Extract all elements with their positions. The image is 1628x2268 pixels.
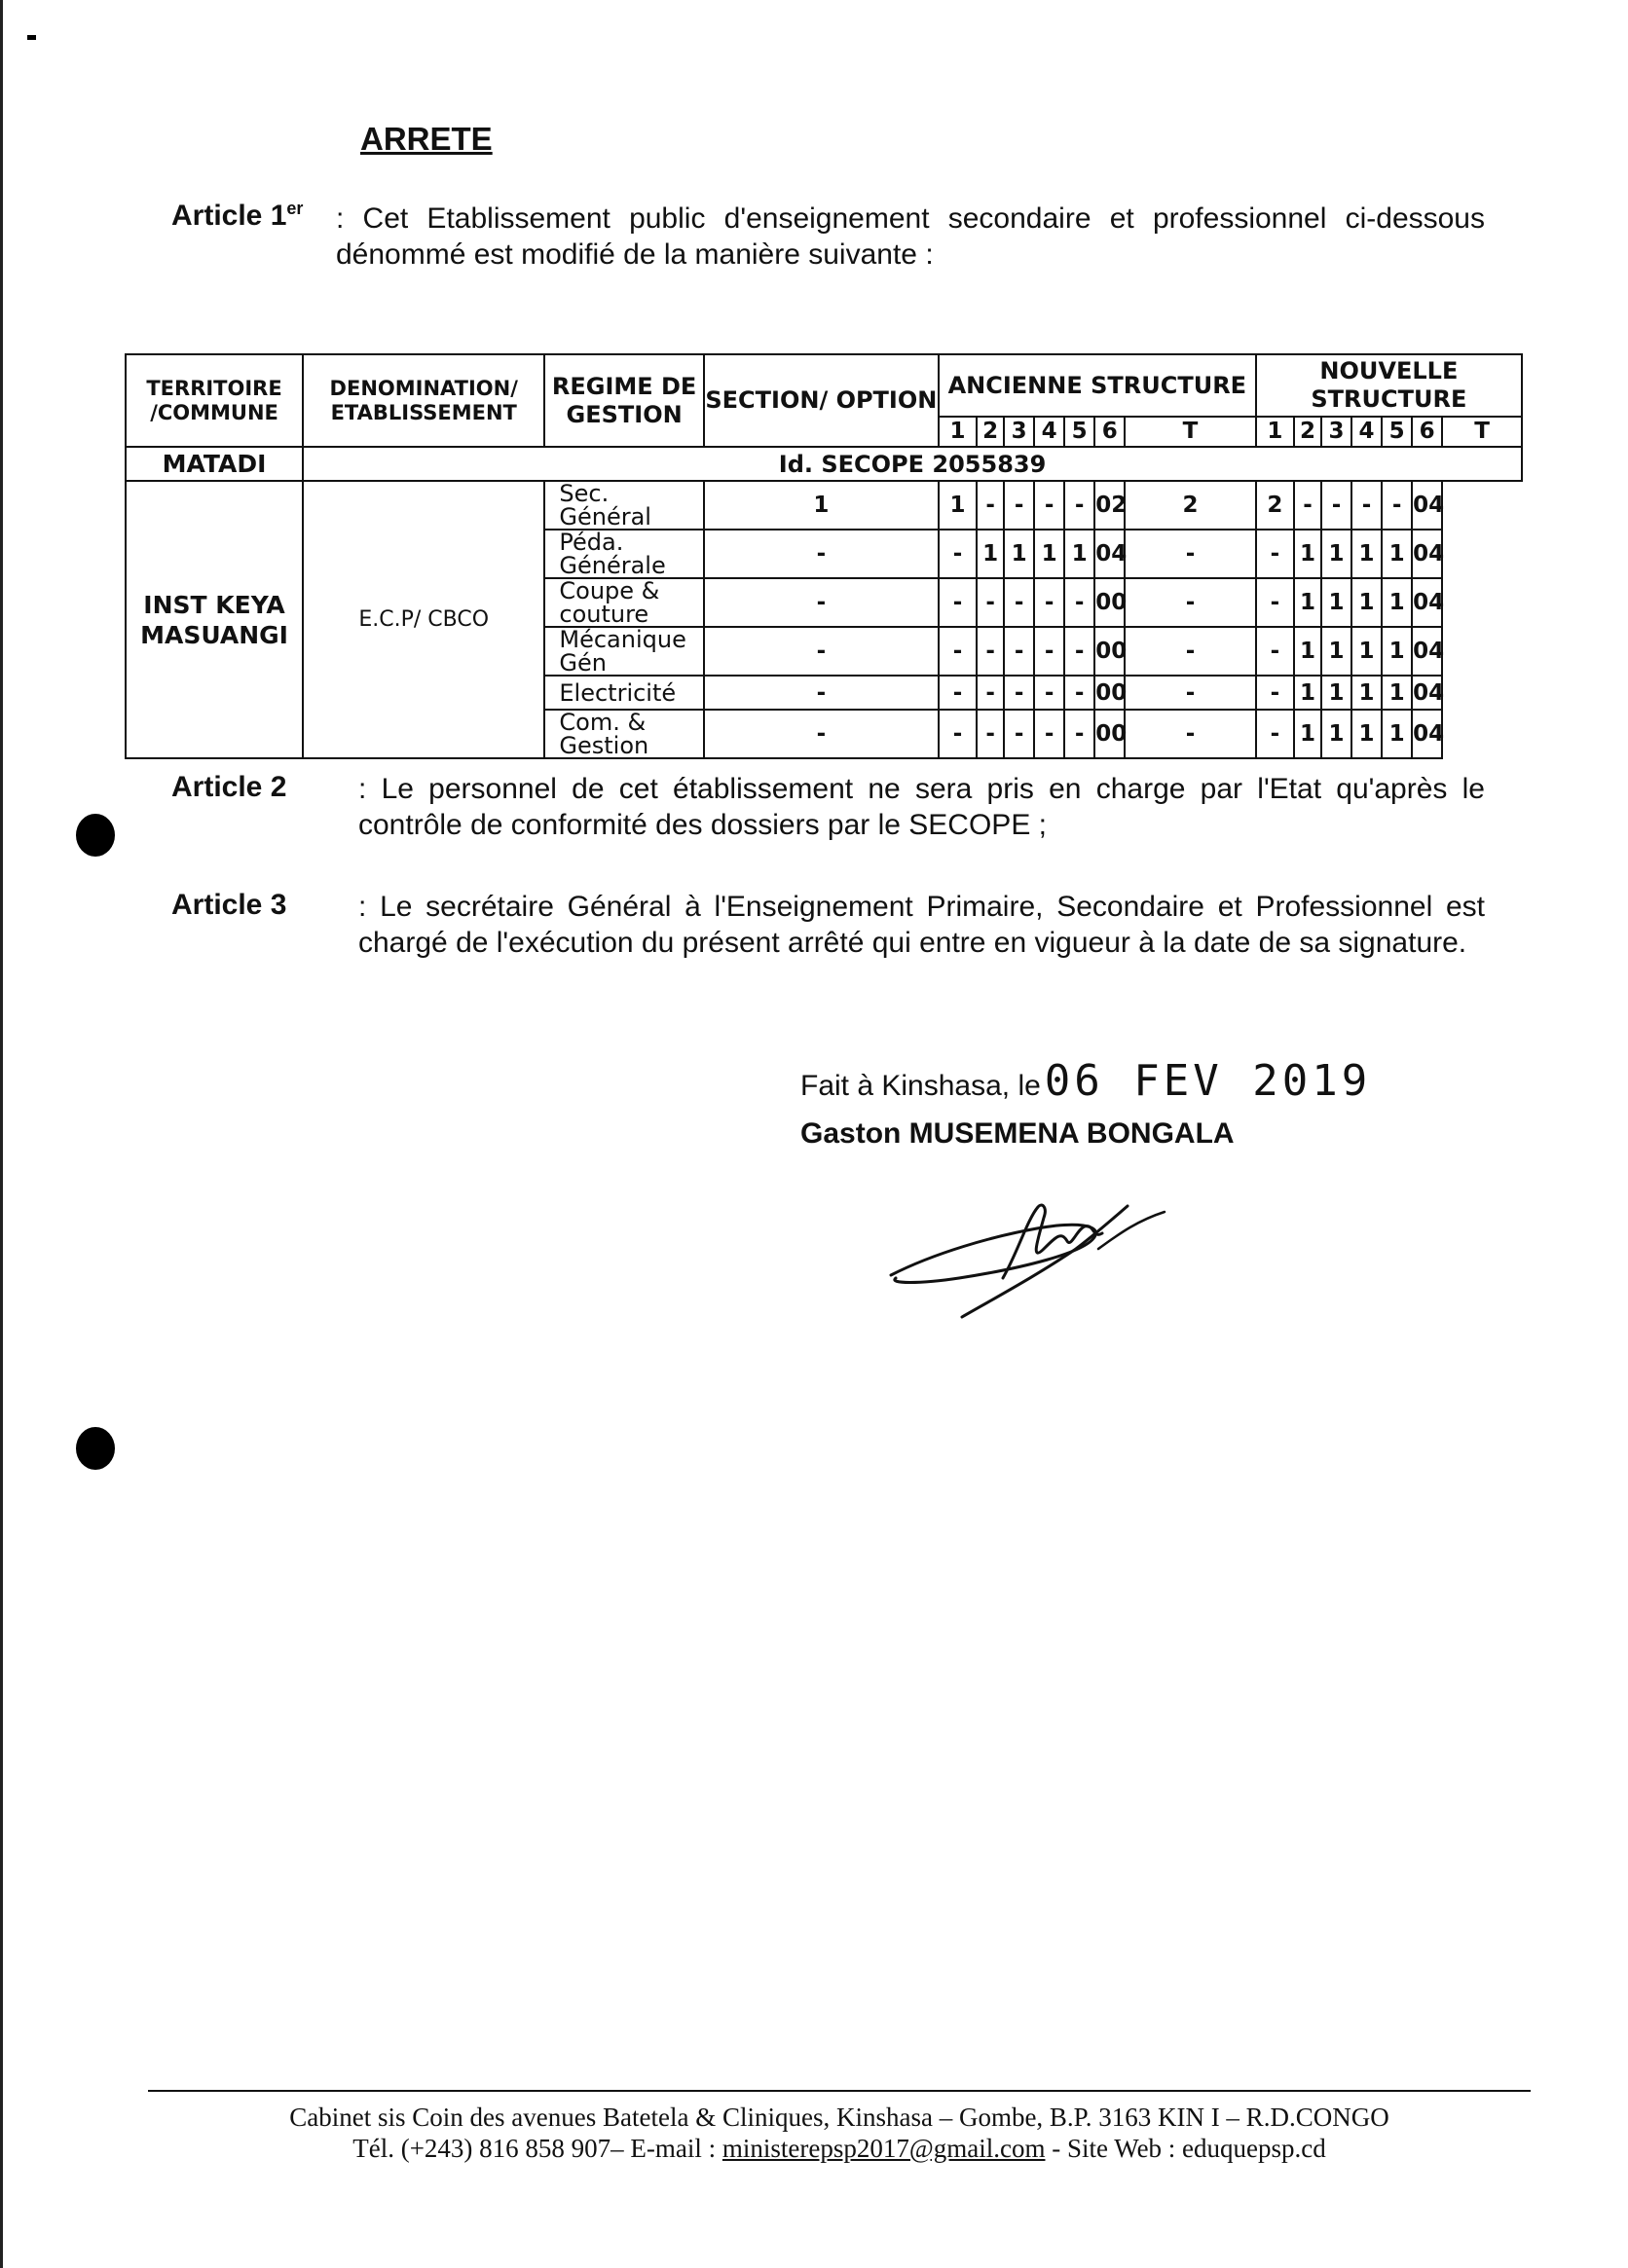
ancienne-cell: 00 <box>1094 578 1125 627</box>
ancienne-cell: - <box>1064 676 1094 710</box>
regime-cell: E.C.P/ CBCO <box>303 481 544 758</box>
date-stamp: 06 FEV 2019 <box>1044 1056 1372 1106</box>
ancienne-cell: 1 <box>939 481 977 530</box>
footer-email[interactable]: ministerepsp2017@gmail.com <box>722 2134 1046 2163</box>
ancienne-year-4: 4 <box>1034 417 1064 447</box>
nouvelle-cell: 1 <box>1351 676 1382 710</box>
nouvelle-cell: 1 <box>1321 578 1351 627</box>
nouvelle-year-total: T <box>1442 417 1522 447</box>
ancienne-cell: - <box>1034 676 1064 710</box>
ancienne-cell: - <box>939 578 977 627</box>
nouvelle-cell: - <box>1125 627 1256 676</box>
nouvelle-cell: - <box>1125 530 1256 578</box>
ancienne-year-3: 3 <box>1004 417 1034 447</box>
nouvelle-year-1: 1 <box>1256 417 1294 447</box>
ancienne-cell: - <box>977 676 1004 710</box>
nouvelle-cell: - <box>1256 578 1294 627</box>
header-regime: REGIME DE GESTION <box>544 354 703 447</box>
document-heading: ARRETE <box>360 121 493 157</box>
ancienne-cell: - <box>977 481 1004 530</box>
option-cell: Electricité <box>544 676 703 710</box>
nouvelle-year-2: 2 <box>1294 417 1321 447</box>
ancienne-cell: - <box>1004 578 1034 627</box>
nouvelle-cell: 1 <box>1351 530 1382 578</box>
nouvelle-cell: 1 <box>1294 627 1321 676</box>
signer-name: Gaston MUSEMENA BONGALA <box>800 1117 1235 1150</box>
nouvelle-cell: 04 <box>1412 676 1442 710</box>
ancienne-cell: 1 <box>1064 530 1094 578</box>
option-cell: Péda. Générale <box>544 530 703 578</box>
ancienne-cell: - <box>1004 676 1034 710</box>
ancienne-cell: - <box>1004 710 1034 758</box>
territoire-cell: MATADI <box>126 447 303 481</box>
nouvelle-cell: 1 <box>1294 710 1321 758</box>
nouvelle-cell: 1 <box>1294 530 1321 578</box>
ancienne-cell: - <box>1004 627 1034 676</box>
ancienne-cell: - <box>1034 578 1064 627</box>
ancienne-cell: - <box>1034 710 1064 758</box>
nouvelle-cell: - <box>1125 578 1256 627</box>
nouvelle-cell: 1 <box>1382 627 1412 676</box>
nouvelle-cell: 1 <box>1382 710 1412 758</box>
article-3-label: Article 3 <box>171 889 287 921</box>
ancienne-cell: - <box>704 710 939 758</box>
nouvelle-cell: 04 <box>1412 530 1442 578</box>
nouvelle-year-3: 3 <box>1321 417 1351 447</box>
secope-id: Id. SECOPE 2055839 <box>303 447 1522 481</box>
nouvelle-cell: - <box>1125 676 1256 710</box>
signature-date-line: Fait à Kinshasa, le06 FEV 2019 <box>800 1056 1372 1106</box>
structure-table <box>125 353 1523 759</box>
ancienne-cell: 02 <box>1094 481 1125 530</box>
ancienne-cell: 1 <box>1004 530 1034 578</box>
ancienne-cell: - <box>1064 481 1094 530</box>
ancienne-cell: - <box>704 676 939 710</box>
option-cell: Mécanique Gén <box>544 627 703 676</box>
nouvelle-cell: 1 <box>1382 530 1412 578</box>
structure-rows <box>126 481 1522 758</box>
ancienne-cell: - <box>977 578 1004 627</box>
nouvelle-cell: 1 <box>1351 627 1382 676</box>
ancienne-year-2: 2 <box>977 417 1004 447</box>
punch-hole <box>76 814 115 857</box>
punch-hole <box>76 1427 115 1470</box>
header-section: SECTION/ OPTION <box>704 354 939 447</box>
option-cell: Sec. Général <box>544 481 703 530</box>
ancienne-cell: - <box>977 710 1004 758</box>
ancienne-cell: - <box>1004 481 1034 530</box>
nouvelle-cell: 1 <box>1321 710 1351 758</box>
ancienne-cell: - <box>1064 627 1094 676</box>
article-3-text: : Le secrétaire Général à l'Enseignement Primaire, Secondaire et Professionnel est chargé de l'exécution du présent arrêté qui entre en vigueur à la date de sa signature. <box>358 891 1485 959</box>
ancienne-cell: - <box>1034 627 1064 676</box>
handwritten-signature <box>876 1183 1188 1329</box>
ancienne-cell: 00 <box>1094 676 1125 710</box>
nouvelle-cell: - <box>1321 481 1351 530</box>
ancienne-year-6: 6 <box>1094 417 1125 447</box>
ancienne-year-5: 5 <box>1064 417 1094 447</box>
ancienne-cell: - <box>1034 481 1064 530</box>
nouvelle-cell: - <box>1256 710 1294 758</box>
etablissement-cell: INST KEYA MASUANGI <box>126 481 303 758</box>
ancienne-cell: - <box>939 530 977 578</box>
nouvelle-cell: 1 <box>1382 676 1412 710</box>
header-territoire: TERRITOIRE /COMMUNE <box>126 354 303 447</box>
article-2-text: : Le personnel de cet établissement ne sera pris en charge par l'Etat qu'après le contrôle de conformité des dossiers par le SECOPE ; <box>358 773 1485 841</box>
nouvelle-cell: - <box>1256 627 1294 676</box>
article-1-label: Article 1er <box>171 199 304 232</box>
nouvelle-cell: - <box>1294 481 1321 530</box>
nouvelle-cell: 04 <box>1412 481 1442 530</box>
nouvelle-year-4: 4 <box>1351 417 1382 447</box>
nouvelle-cell: 1 <box>1351 578 1382 627</box>
ancienne-cell: - <box>704 578 939 627</box>
nouvelle-cell: - <box>1351 481 1382 530</box>
ancienne-year-1: 1 <box>939 417 977 447</box>
header-nouvelle-structure: NOUVELLE STRUCTURE <box>1256 354 1522 417</box>
ancienne-cell: 04 <box>1094 530 1125 578</box>
nouvelle-cell: - <box>1125 710 1256 758</box>
ancienne-cell: - <box>1064 710 1094 758</box>
nouvelle-cell: 1 <box>1351 710 1382 758</box>
nouvelle-cell: 04 <box>1412 710 1442 758</box>
ancienne-cell: - <box>939 710 977 758</box>
nouvelle-cell: 1 <box>1294 578 1321 627</box>
nouvelle-cell: 1 <box>1382 578 1412 627</box>
nouvelle-cell: 04 <box>1412 578 1442 627</box>
ancienne-cell: 1 <box>704 481 939 530</box>
nouvelle-cell: 2 <box>1125 481 1256 530</box>
ancienne-cell: - <box>704 530 939 578</box>
ancienne-cell: - <box>1064 578 1094 627</box>
scan-speck <box>27 35 36 40</box>
ancienne-cell: - <box>704 627 939 676</box>
ancienne-cell: - <box>939 676 977 710</box>
nouvelle-cell: - <box>1256 530 1294 578</box>
nouvelle-cell: - <box>1256 676 1294 710</box>
ancienne-cell: 1 <box>977 530 1004 578</box>
article-2-label: Article 2 <box>171 771 287 803</box>
ancienne-cell: - <box>939 627 977 676</box>
nouvelle-year-5: 5 <box>1382 417 1412 447</box>
nouvelle-cell: 2 <box>1256 481 1294 530</box>
footer-contact: Tél. (+243) 816 858 907– E-mail : ministerepsp2017@gmail.com - Site Web : eduquepsp.cd <box>352 2134 1326 2163</box>
nouvelle-cell: 04 <box>1412 627 1442 676</box>
ancienne-year-total: T <box>1125 417 1256 447</box>
ancienne-cell: 00 <box>1094 627 1125 676</box>
option-cell: Coupe & couture <box>544 578 703 627</box>
ancienne-cell: 00 <box>1094 710 1125 758</box>
ancienne-cell: 1 <box>1034 530 1064 578</box>
nouvelle-cell: - <box>1382 481 1412 530</box>
ancienne-cell: - <box>977 627 1004 676</box>
table-row <box>126 481 1522 530</box>
nouvelle-cell: 1 <box>1294 676 1321 710</box>
nouvelle-cell: 1 <box>1321 627 1351 676</box>
footer-address: Cabinet sis Coin des avenues Batetela & Cliniques, Kinshasa – Gombe, B.P. 3163 KIN I – R.D.CONGO <box>289 2103 1389 2132</box>
header-ancienne-structure: ANCIENNE STRUCTURE <box>939 354 1256 417</box>
page-edge-line <box>0 0 3 2268</box>
header-denomination: DENOMINATION/ ETABLISSEMENT <box>303 354 544 447</box>
option-cell: Com. & Gestion <box>544 710 703 758</box>
footer-rule <box>148 2090 1531 2092</box>
article-1-text: : Cet Etablissement public d'enseignement secondaire et professionnel ci-dessous dénommé est modifié de la manière suivante : <box>336 202 1485 271</box>
nouvelle-cell: 1 <box>1321 530 1351 578</box>
nouvelle-cell: 1 <box>1321 676 1351 710</box>
nouvelle-year-6: 6 <box>1412 417 1442 447</box>
